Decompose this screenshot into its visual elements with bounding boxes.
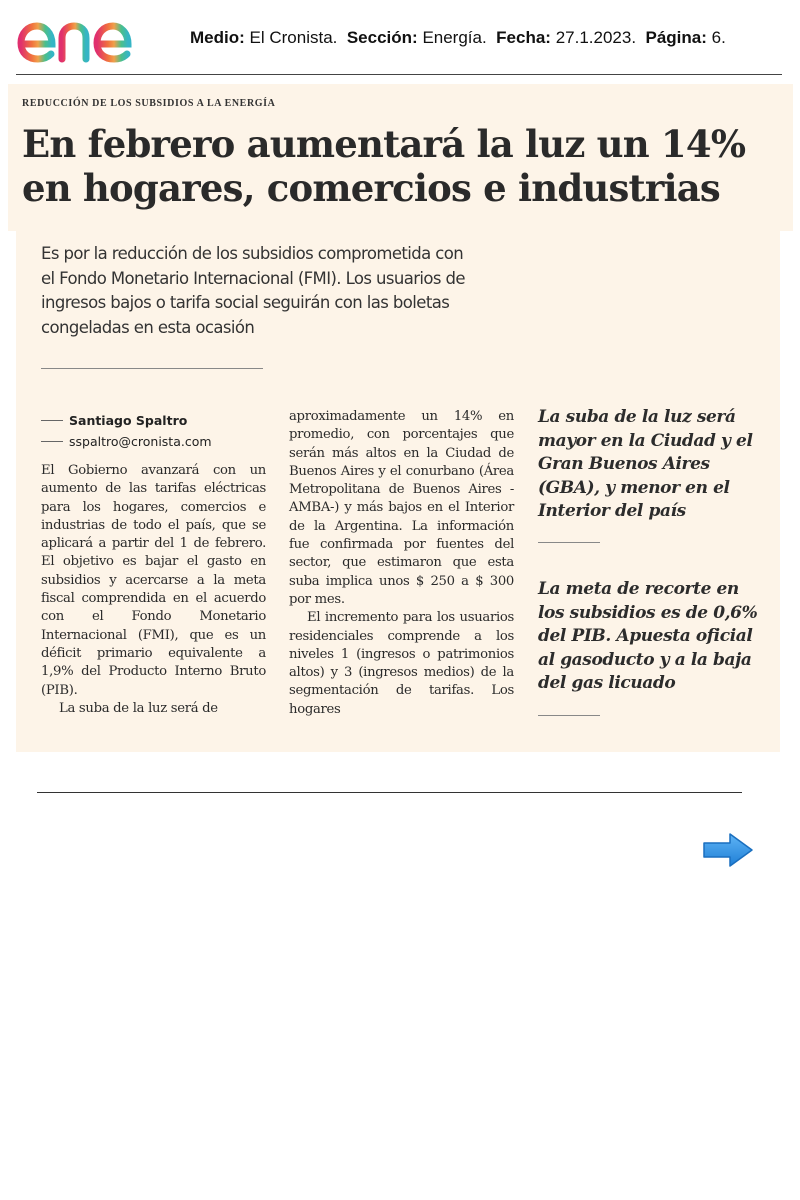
article-column-2 [289,408,514,719]
medio-label: Medio: [190,28,245,47]
right-arrow-icon[interactable] [702,832,754,868]
fecha-value: 27.1.2023. [555,28,637,47]
article-kicker: REDUCCIÓN DE LOS SUBSIDIOS A LA ENERGÍA [22,98,276,109]
pull-quote-2: La meta de recorte en los subsidios es de 0,6% del PIB. Apuesta oficial al gasoducto y a la baja del gas licuado [538,579,758,693]
seccion-label: Sección: [346,28,418,47]
byline [41,410,212,452]
fecha-label: Fecha: [496,28,551,47]
seccion-value: Energía. [422,28,487,47]
enel-logo [16,14,172,66]
column-2-paragraph-1: aproximadamente un 14% en promedio, con porcentajes que serán más altos en la Ciudad de Buenos Aires y el conurbano (Área Metropolitana de Buenos Aires -AMBA-) y más bajos en el Interior de la Argentina. La información fue confirmada por fuentes del sector, que estimaron que esta suba implica unos $ 250 a $ 300 por mes. [289,409,514,607]
byline-dash [41,420,63,421]
lead-divider [41,368,263,369]
pull-quote-2-divider [538,715,600,716]
column-1-paragraph-2: La suba de la luz será de [59,700,218,716]
pull-quote-1-divider [538,542,600,543]
header-divider [16,74,782,75]
logo-text: enel [16,14,18,15]
pagina-label: Página: [645,28,707,47]
author-name: Santiago Spaltro [69,413,188,428]
article-headline: En febrero aumentará la luz un 14% en hogares, comercios e industrias [22,122,746,210]
pull-quote-1: La suba de la luz será mayor en la Ciudad y el Gran Buenos Aires (GBA), y menor en el Interior del país [538,407,753,521]
pagina-value: 6. [711,28,726,47]
footer-divider [37,792,742,793]
article-lead: Es por la reducción de los subsidios comprometida con el Fondo Monetario Internacional (FMI). Los usuarios de ingresos bajos o tarifa social seguirán con las boletas congeladas en esta ocasión [41,244,465,337]
column-1-paragraph-1: El Gobierno avanzará con un aumento de las tarifas eléctricas para los hogares, comercios e industrias de todo el país, que se aplicará a partir del 1 de febrero. El objetivo es bajar el gasto en subsidios y acercarse a la meta fiscal comprendida en el acuerdo con el Fondo Monetario Internacional (FMI), que es un déficit primario equivalente a 1,9% del Producto Interno Bruto (PIB). [41,463,266,698]
column-2-paragraph-2: El incremento para los usuarios residenciales comprende a los niveles 1 (ingresos o patrimonios altos) y 3 (ingresos medios) de la segmentación de tarifas. Los hogares [289,610,514,717]
byline-dash [41,441,63,442]
article-column-1 [41,462,266,718]
source-meta-line [190,28,726,48]
medio-value: El Cronista. [249,28,338,47]
author-email: sspaltro@cronista.com [69,434,212,449]
